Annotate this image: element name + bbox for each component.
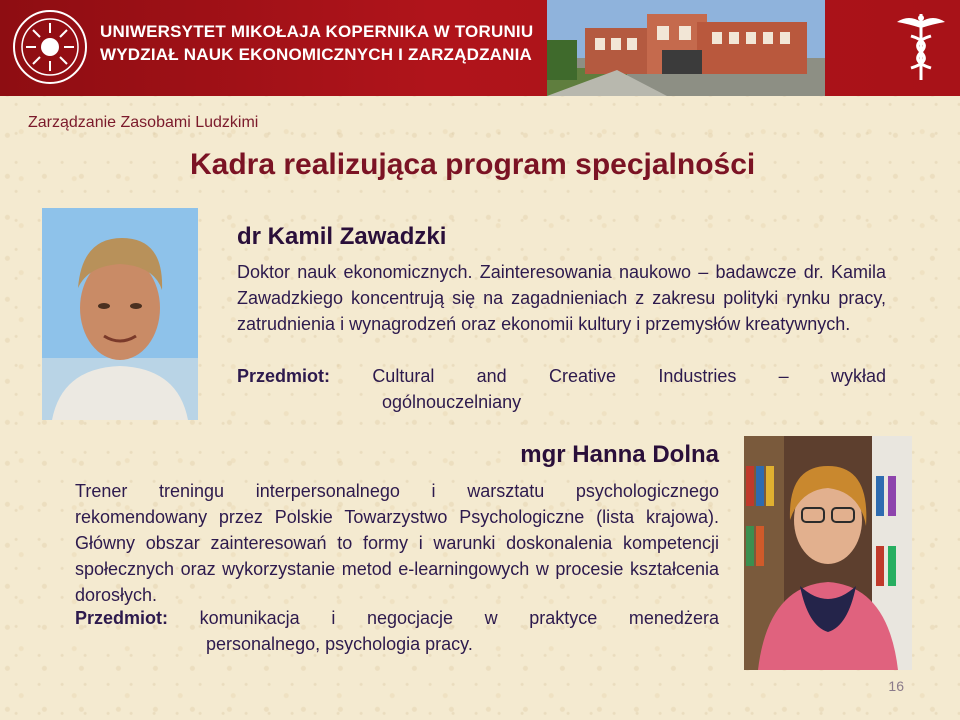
person1-subject-word: wykład [830, 366, 886, 386]
person2-subject-word: menedżera [628, 608, 719, 628]
person2-subject [75, 605, 719, 657]
person1-subject-word: Cultural [372, 366, 435, 386]
person2-photo [744, 436, 912, 670]
university-seal-icon [10, 7, 90, 87]
page-number: 16 [888, 678, 904, 694]
person2-subject-line2: personalnego, psychologia pracy. [206, 634, 473, 654]
person2-subject-word: i [331, 608, 336, 628]
person1-name: dr Kamil Zawadzki [237, 223, 447, 250]
person2-bio: Trener treningu interpersonalnego i warsztatu psychologicznego rekomendowany przez Polskie Towarzystwo Psychologiczne (lista krajowa). Główny obszar zainteresowań to formy i warunki doskonalenia kompetencji społecznych oraz wykorzystanie metod e-learningowych w procesie kształcenia dorosłych. [75, 481, 719, 605]
person1-bio: Doktor nauk ekonomicznych. Zainteresowania naukowo – badawcze dr. Kamila Zawadzkiego koncentrują się na zagadnieniach z zakresu polityki rynku pracy, zatrudnienia i wynagrodzeń oraz ekonomii kultury i przemysłów kreatywnych. [237, 262, 886, 334]
person1-photo [42, 208, 198, 420]
person1-subject-word: Industries [658, 366, 737, 386]
person2-subject-word: praktyce [529, 608, 598, 628]
person1-subject-label: Przedmiot: [237, 366, 331, 386]
header-banner [0, 0, 960, 96]
page-title: Kadra realizująca program specjalności [190, 148, 756, 181]
person1-subject-word: Creative [548, 366, 617, 386]
caduceus-icon [893, 10, 949, 82]
person2-subject-label: Przedmiot: [75, 608, 169, 628]
university-name [100, 20, 533, 66]
person1-subject [237, 363, 886, 415]
person1-subject-line2: ogólnouczelniany [382, 392, 522, 412]
person1-subject-word: – [778, 366, 789, 386]
person2-subject-word: w [484, 608, 498, 628]
person1-subject-word: and [476, 366, 507, 386]
faculty-line: WYDZIAŁ NAUK EKONOMICZNYCH I ZARZĄDZANIA [100, 45, 533, 64]
university-line-1: UNIWERSYTET MIKOŁAJA KOPERNIKA W TORUNIU [100, 22, 534, 41]
person2-subject-word: negocjacje [366, 608, 453, 628]
campus-building-photo [547, 0, 825, 96]
course-name: Zarządzanie Zasobami Ludzkimi [28, 114, 259, 131]
person2-name: mgr Hanna Dolna [520, 441, 719, 468]
person2-subject-word: komunikacja [199, 608, 300, 628]
